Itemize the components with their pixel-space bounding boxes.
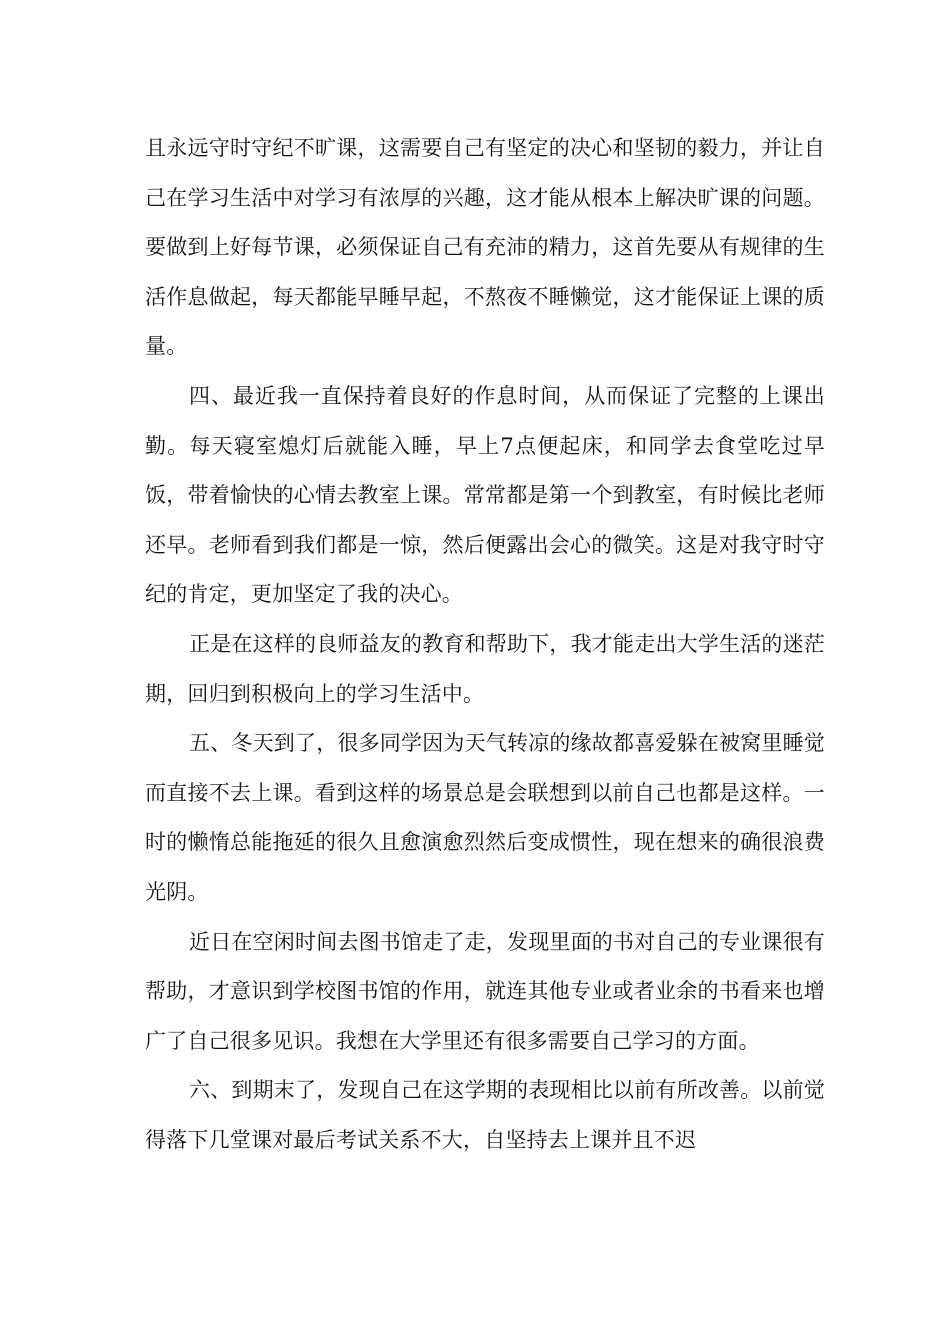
paragraph-1: 且永远守时守纪不旷课，这需要自己有坚定的决心和坚韧的毅力，并让自己在学习生活中对学习有浓厚的兴趣，这才能从根本上解决旷课的问题。 要做到上好每节课，必须保证自己有充沛的精力，这首先要从有规律的生活作息做起，每天都能早睡早起，不熬夜不睡懒觉，这才能保证上课的质量。 — [145, 136, 825, 359]
paragraph-4: 五、冬天到了，很多同学因为天气转凉的缘故都喜爱躲在被窝里睡觉而直接不去上课。看到这样的场景总是会联想到以前自己也都是这样。一时的懒惰总能拖延的很久且愈演愈烈然后变成惯性，现在想来的确很浪费光阴。 — [145, 731, 825, 904]
document-body — [145, 124, 825, 1165]
paragraph-3: 正是在这样的良师益友的教育和帮助下，我才能走出大学生活的迷茫期，回归到积极向上的学习生活中。 — [145, 631, 825, 706]
paragraph-2: 四、最近我一直保持着良好的作息时间，从而保证了完整的上课出勤。每天寝室熄灯后就能入睡，早上7点便起床，和同学去食堂吃过早饭，带着愉快的心情去教室上课。常常都是第一个到教室，有时候比老师还早。老师看到我们都是一惊，然后便露出会心的微笑。这是对我守时守纪的肯定，更加坚定了我的决心。 — [145, 383, 825, 607]
paragraph-6: 六、到期末了，发现自己在这学期的表现相比以前有所改善。以前觉得落下几堂课对最后考试关系不大，自坚持去上课并且不迟 — [145, 1078, 825, 1152]
paragraph-5: 近日在空闲时间去图书馆走了走，发现里面的书对自己的专业课很有帮助，才意识到学校图书馆的作用，就连其他专业或者业余的书看来也增广了自己很多见识。我想在大学里还有很多需要自己学习的方面。 — [145, 929, 825, 1053]
